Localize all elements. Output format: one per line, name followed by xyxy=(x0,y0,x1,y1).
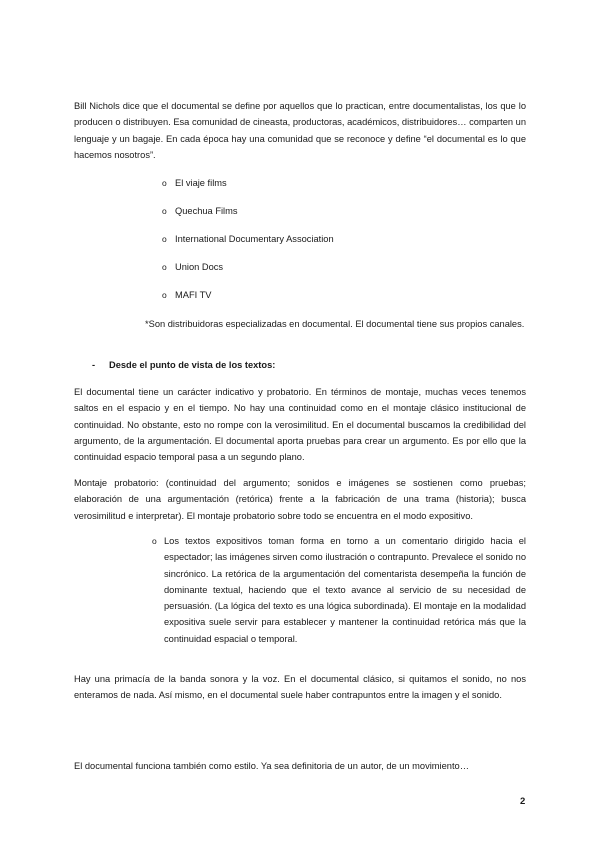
paragraph-montaje-probatorio: Montaje probatorio: (continuidad del argumento; sonidos e imágenes se sostienen como pruebas; elaboración de una argumentación (retórica) frente a la fabricación de una trama (historia); busca verosimilitud e interpretar). El montaje probatorio sobre todo se encuentra en el modo expositivo. xyxy=(74,478,526,521)
section-heading xyxy=(92,357,275,373)
list-item xyxy=(162,288,334,316)
heading-dash: - xyxy=(92,360,96,370)
list-item-label: Quechua Films xyxy=(175,206,238,216)
distributors-list xyxy=(162,176,334,316)
bullet-o-icon: o xyxy=(162,262,167,272)
paragraph-banda-sonora: Hay una primacía de la banda sonora y la voz. En el documental clásico, si quitamos el sonido, no nos enteramos de nada. Así mismo, en el documental suele haber contrapuntos entre la imagen y el sonido. xyxy=(74,674,526,701)
bullet-o-icon: o xyxy=(162,290,167,300)
list-item-label: International Documentary Association xyxy=(175,234,334,244)
list-item-label: El viaje films xyxy=(175,178,227,188)
paragraph-intro: Bill Nichols dice que el documental se define por aquellos que lo practican, entre documentalistas, los que lo producen o distribuyen. Esa comunidad de cineasta, productoras, académicos, distribuidores… comparten un lenguaje y un bagaje. En cada época hay una comunidad que se reconoce y define “el documental es lo que hacemos nosotros”. xyxy=(74,101,526,160)
list-item xyxy=(162,204,334,232)
list-item xyxy=(162,260,334,288)
list-item-label: MAFI TV xyxy=(175,290,212,300)
bullet-o-icon: o xyxy=(162,206,167,216)
nested-bullet-text: Los textos expositivos toman forma en torno a un comentario dirigido hacia el espectador; las imágenes sirven como ilustración o contrapunto. Prevalece el sonido no sincrónico. La retórica de la argumentación del comentarista desempeña la función de dominante textual, haciendo que el texto avance al servicio de su necesidad de persuasión. (La lógica del texto es una lógica subordinada). El montaje en la modalidad expositiva suele servir para establecer y mantener la continuidad retórica más que la continuidad espacial o temporal. xyxy=(164,536,526,644)
bullet-o-icon: o xyxy=(152,536,157,546)
bullet-o-icon: o xyxy=(162,178,167,188)
heading-text: Desde el punto de vista de los textos: xyxy=(109,360,276,370)
bullet-o-icon: o xyxy=(162,234,167,244)
list-item xyxy=(162,176,334,204)
paragraph-estilo: El documental funciona también como estilo. Ya sea definitoria de un autor, de un movimiento… xyxy=(74,761,470,771)
list-item-label: Union Docs xyxy=(175,262,224,272)
list-item xyxy=(162,232,334,260)
nested-bullet-item xyxy=(152,533,526,647)
distributors-note: *Son distribuidoras especializadas en documental. El documental tiene sus propios canales. xyxy=(145,319,525,329)
page-number: 2 xyxy=(520,796,526,807)
paragraph-indicativo: El documental tiene un carácter indicativo y probatorio. En términos de montaje, muchas veces tenemos saltos en el espacio y en el tiempo. No hay una continuidad como en el montaje clásico institucional de continuidad. No obstante, esto no rompe con la verosimilitud. En el documental buscamos la credibilidad del argumento, de la argumentación. El documental aporta pruebas para crear un argumento. Es por ello que la continuidad espacio temporal pasa a un segundo plano. xyxy=(74,387,526,463)
